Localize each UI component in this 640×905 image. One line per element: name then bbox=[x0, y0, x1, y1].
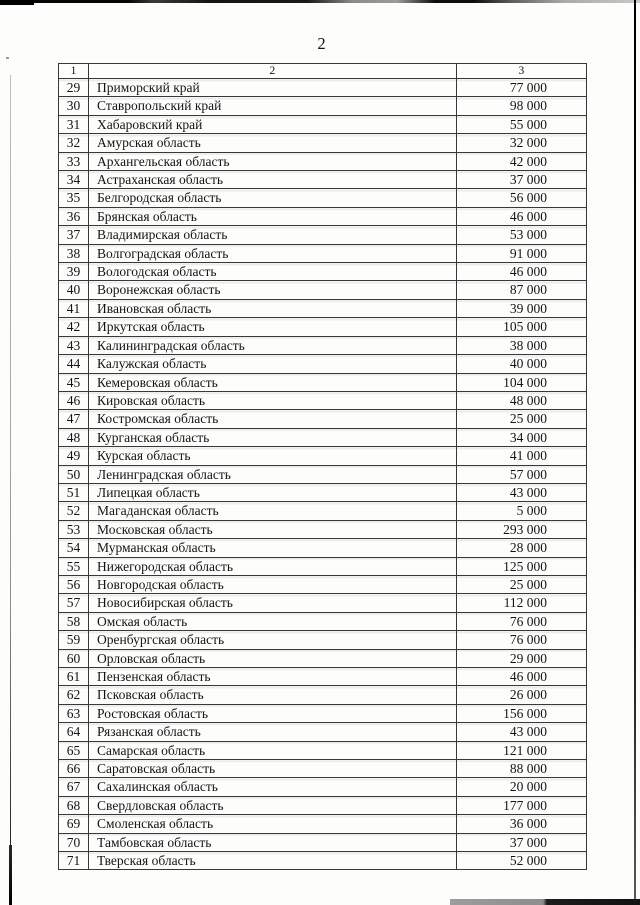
table-row bbox=[59, 668, 587, 686]
value-cell: 39 000 bbox=[456, 299, 586, 317]
value-cell: 20 000 bbox=[456, 778, 586, 796]
row-number-cell: 45 bbox=[59, 373, 89, 391]
table-row bbox=[59, 557, 587, 575]
row-number-cell: 49 bbox=[59, 447, 89, 465]
table-row bbox=[59, 631, 587, 649]
value-cell: 46 000 bbox=[456, 207, 586, 225]
column-header-number: 1 bbox=[59, 64, 89, 79]
table-row bbox=[59, 447, 587, 465]
row-number-cell: 38 bbox=[59, 244, 89, 262]
value-cell: 37 000 bbox=[456, 833, 586, 851]
row-number-cell: 70 bbox=[59, 833, 89, 851]
row-number-cell: 43 bbox=[59, 336, 89, 354]
table-row bbox=[59, 281, 587, 299]
value-cell: 293 000 bbox=[456, 520, 586, 538]
region-name-cell: Иркутская область bbox=[89, 318, 457, 336]
value-cell: 91 000 bbox=[456, 244, 586, 262]
row-number-cell: 52 bbox=[59, 502, 89, 520]
table-row bbox=[59, 336, 587, 354]
table-row bbox=[59, 520, 587, 538]
table-row bbox=[59, 373, 587, 391]
value-cell: 77 000 bbox=[456, 79, 586, 97]
region-name-cell: Рязанская область bbox=[89, 723, 457, 741]
row-number-cell: 55 bbox=[59, 557, 89, 575]
value-cell: 104 000 bbox=[456, 373, 586, 391]
row-number-cell: 36 bbox=[59, 207, 89, 225]
table-row bbox=[59, 594, 587, 612]
table-row bbox=[59, 686, 587, 704]
region-name-cell: Курская область bbox=[89, 447, 457, 465]
row-number-cell: 44 bbox=[59, 355, 89, 373]
row-number-cell: 39 bbox=[59, 263, 89, 281]
table-row bbox=[59, 852, 587, 870]
table-row bbox=[59, 410, 587, 428]
table-body bbox=[59, 79, 587, 870]
row-number-cell: 56 bbox=[59, 575, 89, 593]
row-number-cell: 47 bbox=[59, 410, 89, 428]
table-row bbox=[59, 244, 587, 262]
value-cell: 29 000 bbox=[456, 649, 586, 667]
row-number-cell: 57 bbox=[59, 594, 89, 612]
region-name-cell: Ленинградская область bbox=[89, 465, 457, 483]
region-name-cell: Пензенская область bbox=[89, 668, 457, 686]
region-name-cell: Архангельская область bbox=[89, 152, 457, 170]
row-number-cell: 42 bbox=[59, 318, 89, 336]
table-row bbox=[59, 79, 587, 97]
table-header-row bbox=[59, 64, 587, 79]
row-number-cell: 51 bbox=[59, 483, 89, 501]
region-name-cell: Ивановская область bbox=[89, 299, 457, 317]
regions-table bbox=[58, 63, 587, 870]
page-number: 2 bbox=[317, 34, 326, 53]
value-cell: 53 000 bbox=[456, 226, 586, 244]
table-row bbox=[59, 428, 587, 446]
value-cell: 105 000 bbox=[456, 318, 586, 336]
table-row bbox=[59, 391, 587, 409]
table-row bbox=[59, 815, 587, 833]
region-name-cell: Псковская область bbox=[89, 686, 457, 704]
table-row bbox=[59, 760, 587, 778]
scan-artifact-top-edge bbox=[0, 0, 640, 3]
region-name-cell: Новгородская область bbox=[89, 575, 457, 593]
region-name-cell: Тамбовская область bbox=[89, 833, 457, 851]
value-cell: 26 000 bbox=[456, 686, 586, 704]
value-cell: 43 000 bbox=[456, 723, 586, 741]
row-number-cell: 62 bbox=[59, 686, 89, 704]
scan-artifact-left-edge-bottom bbox=[9, 845, 12, 905]
value-cell: 125 000 bbox=[456, 557, 586, 575]
region-name-cell: Липецкая область bbox=[89, 483, 457, 501]
row-number-cell: 29 bbox=[59, 79, 89, 97]
region-name-cell: Курганская область bbox=[89, 428, 457, 446]
table-row bbox=[59, 299, 587, 317]
table-row bbox=[59, 575, 587, 593]
table-row bbox=[59, 171, 587, 189]
row-number-cell: 64 bbox=[59, 723, 89, 741]
scan-artifact-left-edge bbox=[10, 75, 11, 905]
table-row bbox=[59, 189, 587, 207]
row-number-cell: 40 bbox=[59, 281, 89, 299]
value-cell: 41 000 bbox=[456, 447, 586, 465]
value-cell: 55 000 bbox=[456, 115, 586, 133]
row-number-cell: 69 bbox=[59, 815, 89, 833]
region-name-cell: Приморский край bbox=[89, 79, 457, 97]
region-name-cell: Костромская область bbox=[89, 410, 457, 428]
value-cell: 34 000 bbox=[456, 428, 586, 446]
region-name-cell: Ставропольский край bbox=[89, 97, 457, 115]
value-cell: 88 000 bbox=[456, 760, 586, 778]
region-name-cell: Астраханская область bbox=[89, 171, 457, 189]
region-name-cell: Калужская область bbox=[89, 355, 457, 373]
table-row bbox=[59, 502, 587, 520]
region-name-cell: Московская область bbox=[89, 520, 457, 538]
table-row bbox=[59, 226, 587, 244]
value-cell: 48 000 bbox=[456, 391, 586, 409]
region-name-cell: Орловская область bbox=[89, 649, 457, 667]
row-number-cell: 54 bbox=[59, 539, 89, 557]
value-cell: 156 000 bbox=[456, 704, 586, 722]
table-row bbox=[59, 263, 587, 281]
table-row bbox=[59, 704, 587, 722]
region-name-cell: Магаданская область bbox=[89, 502, 457, 520]
value-cell: 46 000 bbox=[456, 668, 586, 686]
region-name-cell: Вологодская область bbox=[89, 263, 457, 281]
row-number-cell: 58 bbox=[59, 612, 89, 630]
value-cell: 38 000 bbox=[456, 336, 586, 354]
table-row bbox=[59, 355, 587, 373]
region-name-cell: Воронежская область bbox=[89, 281, 457, 299]
row-number-cell: 32 bbox=[59, 134, 89, 152]
table-row bbox=[59, 318, 587, 336]
value-cell: 32 000 bbox=[456, 134, 586, 152]
value-cell: 87 000 bbox=[456, 281, 586, 299]
row-number-cell: 60 bbox=[59, 649, 89, 667]
region-name-cell: Хабаровский край bbox=[89, 115, 457, 133]
value-cell: 98 000 bbox=[456, 97, 586, 115]
value-cell: 46 000 bbox=[456, 263, 586, 281]
value-cell: 25 000 bbox=[456, 575, 586, 593]
row-number-cell: 30 bbox=[59, 97, 89, 115]
region-name-cell: Смоленская область bbox=[89, 815, 457, 833]
row-number-cell: 71 bbox=[59, 852, 89, 870]
region-name-cell: Калининградская область bbox=[89, 336, 457, 354]
value-cell: 76 000 bbox=[456, 612, 586, 630]
row-number-cell: 67 bbox=[59, 778, 89, 796]
value-cell: 121 000 bbox=[456, 741, 586, 759]
row-number-cell: 50 bbox=[59, 465, 89, 483]
region-name-cell: Кемеровская область bbox=[89, 373, 457, 391]
value-cell: 112 000 bbox=[456, 594, 586, 612]
row-number-cell: 68 bbox=[59, 796, 89, 814]
table-row bbox=[59, 152, 587, 170]
value-cell: 52 000 bbox=[456, 852, 586, 870]
value-cell: 43 000 bbox=[456, 483, 586, 501]
value-cell: 5 000 bbox=[456, 502, 586, 520]
value-cell: 57 000 bbox=[456, 465, 586, 483]
region-name-cell: Ростовская область bbox=[89, 704, 457, 722]
table-row bbox=[59, 833, 587, 851]
row-number-cell: 63 bbox=[59, 704, 89, 722]
value-cell: 25 000 bbox=[456, 410, 586, 428]
scan-speck bbox=[6, 57, 9, 59]
region-name-cell: Белгородская область bbox=[89, 189, 457, 207]
region-name-cell: Омская область bbox=[89, 612, 457, 630]
table-row bbox=[59, 483, 587, 501]
region-name-cell: Брянская область bbox=[89, 207, 457, 225]
value-cell: 76 000 bbox=[456, 631, 586, 649]
row-number-cell: 65 bbox=[59, 741, 89, 759]
region-name-cell: Саратовская область bbox=[89, 760, 457, 778]
value-cell: 28 000 bbox=[456, 539, 586, 557]
row-number-cell: 33 bbox=[59, 152, 89, 170]
table-row bbox=[59, 134, 587, 152]
row-number-cell: 59 bbox=[59, 631, 89, 649]
row-number-cell: 41 bbox=[59, 299, 89, 317]
value-cell: 42 000 bbox=[456, 152, 586, 170]
row-number-cell: 35 bbox=[59, 189, 89, 207]
region-name-cell: Новосибирская область bbox=[89, 594, 457, 612]
row-number-cell: 48 bbox=[59, 428, 89, 446]
row-number-cell: 37 bbox=[59, 226, 89, 244]
region-name-cell: Самарская область bbox=[89, 741, 457, 759]
row-number-cell: 46 bbox=[59, 391, 89, 409]
region-name-cell: Оренбургская область bbox=[89, 631, 457, 649]
row-number-cell: 61 bbox=[59, 668, 89, 686]
column-header-region: 2 bbox=[89, 64, 457, 79]
value-cell: 36 000 bbox=[456, 815, 586, 833]
row-number-cell: 66 bbox=[59, 760, 89, 778]
region-name-cell: Сахалинская область bbox=[89, 778, 457, 796]
table-row bbox=[59, 741, 587, 759]
table-row bbox=[59, 649, 587, 667]
table-row bbox=[59, 465, 587, 483]
table-row bbox=[59, 207, 587, 225]
table-row bbox=[59, 539, 587, 557]
region-name-cell: Владимирская область bbox=[89, 226, 457, 244]
value-cell: 56 000 bbox=[456, 189, 586, 207]
value-cell: 177 000 bbox=[456, 796, 586, 814]
scan-artifact-bottom-edge bbox=[450, 899, 640, 905]
region-name-cell: Амурская область bbox=[89, 134, 457, 152]
table-row bbox=[59, 796, 587, 814]
table-row bbox=[59, 723, 587, 741]
table-row bbox=[59, 115, 587, 133]
region-name-cell: Волгоградская область bbox=[89, 244, 457, 262]
region-name-cell: Нижегородская область bbox=[89, 557, 457, 575]
table-row bbox=[59, 778, 587, 796]
region-name-cell: Тверская область bbox=[89, 852, 457, 870]
region-name-cell: Свердловская область bbox=[89, 796, 457, 814]
region-name-cell: Кировская область bbox=[89, 391, 457, 409]
value-cell: 40 000 bbox=[456, 355, 586, 373]
row-number-cell: 34 bbox=[59, 171, 89, 189]
row-number-cell: 31 bbox=[59, 115, 89, 133]
table-row bbox=[59, 97, 587, 115]
value-cell: 37 000 bbox=[456, 171, 586, 189]
table-row bbox=[59, 612, 587, 630]
column-header-value: 3 bbox=[456, 64, 586, 79]
scan-artifact-right-edge bbox=[634, 0, 636, 905]
row-number-cell: 53 bbox=[59, 520, 89, 538]
region-name-cell: Мурманская область bbox=[89, 539, 457, 557]
